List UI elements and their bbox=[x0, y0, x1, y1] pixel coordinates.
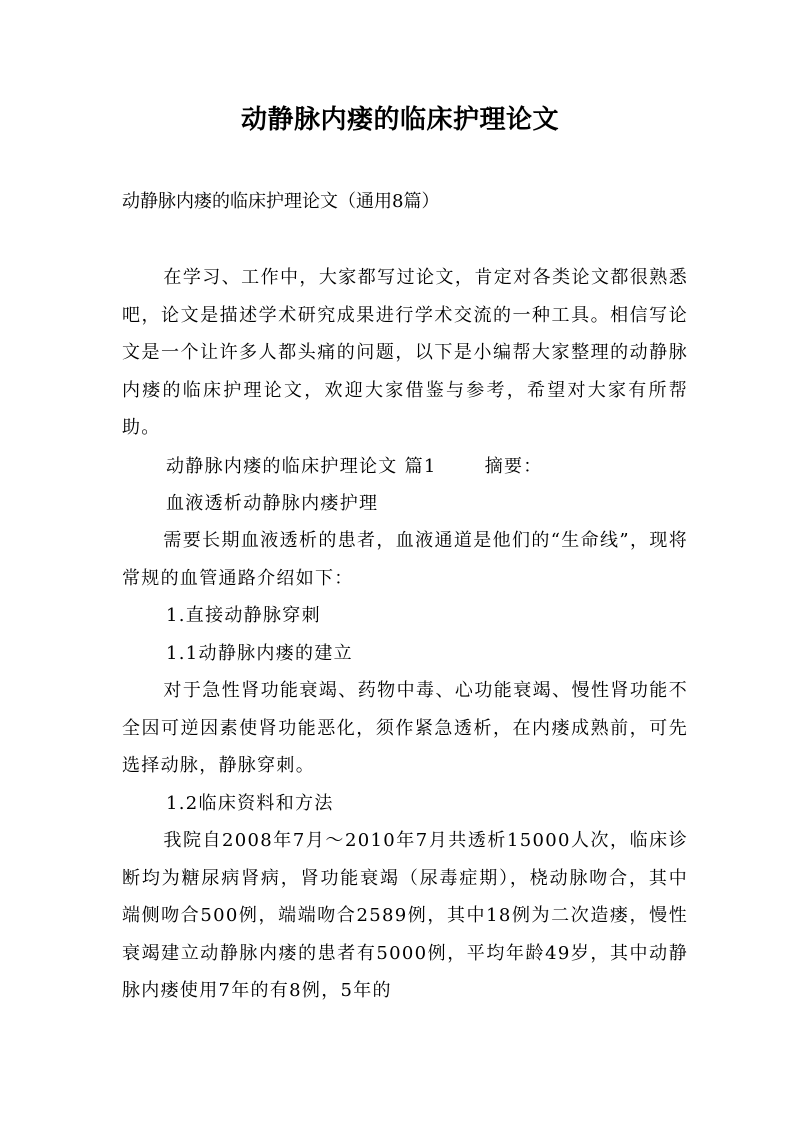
paragraph-lifeline: 需要长期血液透析的患者，血液通道是他们的“生命线”，现将常规的血管通路介绍如下： bbox=[122, 530, 688, 589]
section-heading-1-2: 1.2临床资料和方法 bbox=[166, 793, 334, 814]
paragraph-clinical-data: 我院自2008年7月～2010年7月共透析15000人次，临床诊断均为糖尿病肾病，肾功能衰竭（尿毒症期），桡动脉吻合，其中端侧吻合500例，端端吻合2589例，其中18例为二次造瘘，慢性衰竭建立动静脉内瘘的患者有5000例，平均年龄49岁，其中动静脉内瘘使用7年的有8例，5年的 bbox=[122, 830, 688, 1001]
document-subtitle: 动静脉内瘘的临床护理论文（通用8篇） bbox=[122, 191, 440, 212]
article-heading-line bbox=[166, 448, 543, 486]
document-title: 动静脉内瘘的临床护理论文 bbox=[240, 105, 559, 135]
abstract-label: 摘要： bbox=[484, 456, 543, 477]
section-heading-1-1: 1.1动静脉内瘘的建立 bbox=[166, 643, 353, 664]
section-heading-1: 1.直接动静脉穿刺 bbox=[166, 605, 321, 626]
paragraph-emergency: 对于急性肾功能衰竭、药物中毒、心功能衰竭、慢性肾功能不全因可逆因素使肾功能恶化，须作紧急透析，在内瘘成熟前，可先选择动脉，静脉穿刺。 bbox=[122, 680, 688, 776]
keywords-line: 血液透析动静脉内瘘护理 bbox=[166, 493, 379, 514]
article-heading: 动静脉内瘘的临床护理论文 篇1 bbox=[166, 456, 437, 477]
intro-paragraph: 在学习、工作中，大家都写过论文，肯定对各类论文都很熟悉吧，论文是描述学术研究成果进行学术交流的一种工具。相信写论文是一个让许多人都头痛的问题，以下是小编帮大家整理的动静脉内瘘的临床护理论文，欢迎大家借鉴与参考，希望对大家有所帮助。 bbox=[122, 267, 688, 438]
